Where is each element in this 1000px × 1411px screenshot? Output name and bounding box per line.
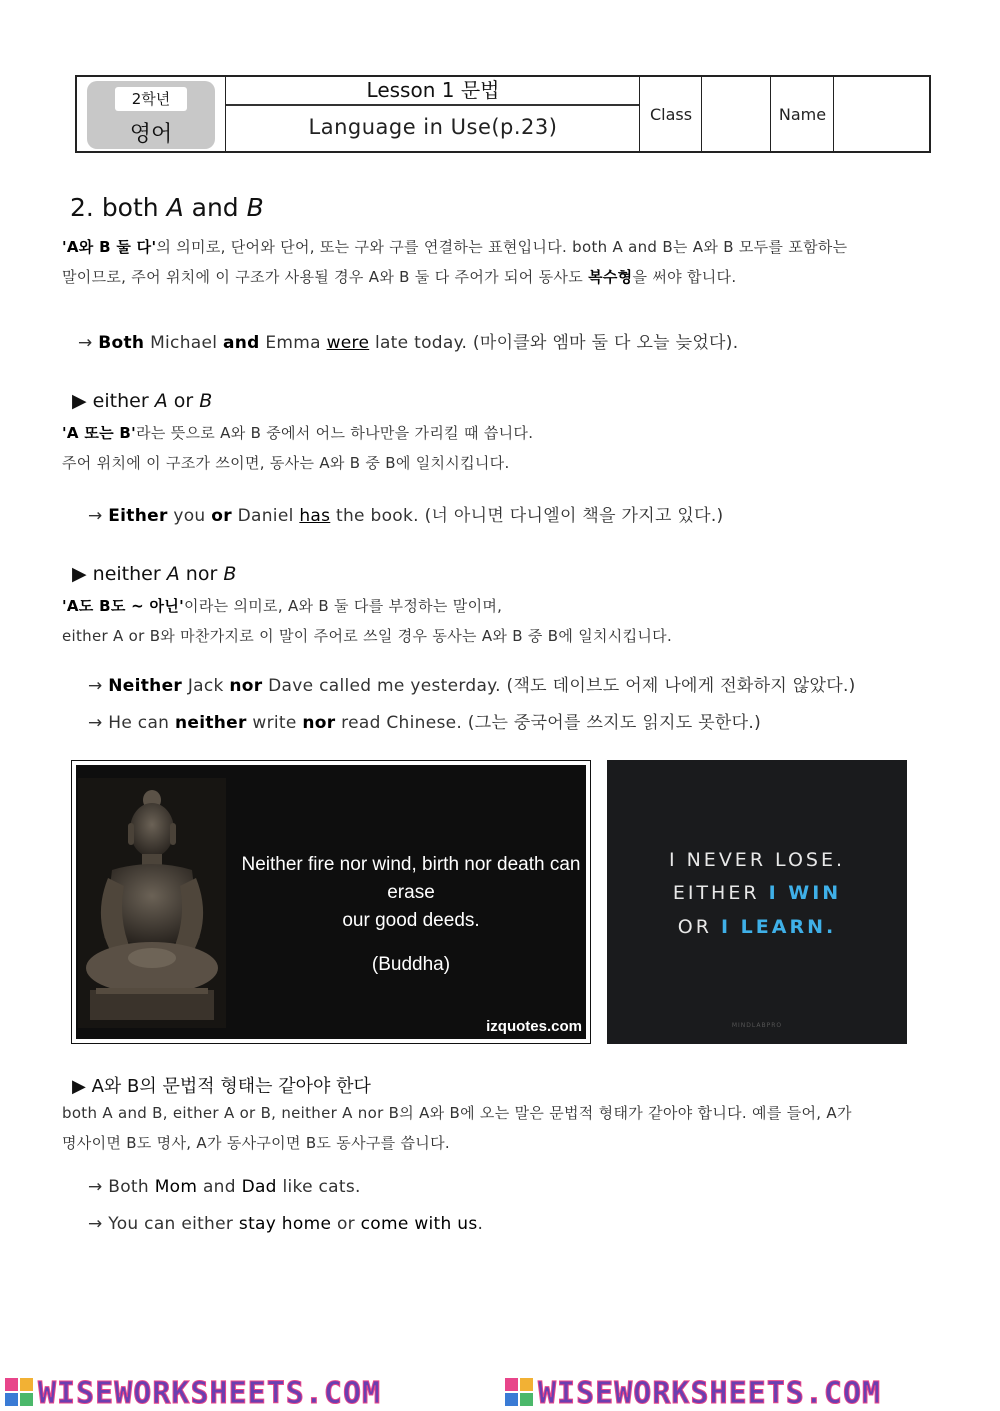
subject-label: 영어 (129, 122, 173, 147)
site-wordmark: WISEWORKSHEETS.COM (38, 1376, 382, 1411)
neon-line (607, 916, 907, 938)
example-word: Both (98, 333, 145, 353)
triangle-bullet-icon: ▶ (72, 390, 87, 412)
quote-text (226, 851, 596, 979)
example-word: you (173, 506, 206, 526)
title-word: nor (185, 563, 218, 585)
arrow-icon: → (88, 676, 103, 696)
underlined-verb: were (326, 333, 370, 353)
class-label: Class (649, 105, 693, 124)
example-word: Michael (150, 333, 218, 353)
example-word: Mom (154, 1177, 198, 1197)
example-text: . (477, 1214, 484, 1234)
neon-text: EITHER (672, 882, 769, 904)
section-neither-paragraph (62, 591, 942, 651)
example-word: He can (108, 713, 170, 733)
example-text: read Chinese. (그는 중국어를 쓰지도 읽지도 못한다.) (341, 713, 761, 733)
quote-line: Neither fire nor wind, birth nor death can erase (241, 854, 581, 903)
example-word: Either (108, 506, 168, 526)
paragraph-text: 을 써야 합니다. (632, 268, 737, 286)
title-a: A (166, 193, 184, 222)
paragraph-text: 말이므로, 주어 위치에 이 구조가 사용될 경우 A와 B 둘 다 주어가 되어 동사도 (62, 268, 589, 286)
arrow-icon: → (88, 506, 103, 526)
class-label-cell (639, 77, 702, 151)
triangle-bullet-icon: ▶ (72, 1076, 86, 1097)
title-b: B (223, 563, 237, 585)
title-b: B (199, 390, 213, 412)
bold-phrase: 'A도 B도 ~ 아닌' (62, 597, 185, 615)
site-wordmark: WISEWORKSHEETS.COM (538, 1376, 882, 1411)
example-word: come with us (360, 1214, 478, 1234)
example-word: Emma (265, 333, 321, 353)
example-parallel-1 (88, 1177, 361, 1197)
example-text: late today. (마이클와 엠마 둘 다 오늘 늦었다). (374, 333, 739, 353)
example-word: neither (174, 713, 247, 733)
section-both-paragraph (62, 232, 942, 292)
watermark-site: izquotes.com (486, 1018, 582, 1035)
example-word: or (336, 1214, 355, 1234)
neon-highlight: I WIN (768, 882, 842, 904)
name-input-cell[interactable] (833, 77, 931, 151)
lesson-subtitle: Language in Use(p.23) (308, 115, 558, 139)
paragraph-line: 명사이면 B도 명사, A가 동사구이면 B도 동사구를 씁니다. (62, 1134, 450, 1152)
logo-icon (505, 1378, 533, 1406)
title-word: or (173, 390, 194, 412)
paragraph-text: 의 의미로, 단어와 단어, 또는 구와 구를 연결하는 표현입니다. both A and B는 A와 B 모두를 포함하는 (156, 238, 848, 256)
title-b: B (246, 193, 264, 222)
paragraph-line: 주어 위치에 이 구조가 쓰이면, 동사는 A와 B 중 B에 일치시킵니다. (62, 454, 510, 472)
example-word: Neither (108, 676, 183, 696)
class-input-cell[interactable] (701, 77, 771, 151)
bold-phrase: 'A와 B 둘 다' (62, 238, 157, 256)
example-neither-2 (88, 708, 761, 733)
lesson-cell (225, 77, 640, 151)
paragraph-line: either A or B와 마찬가지로 이 말이 주어로 쓰일 경우 동사는 A와 B 중 B에 일치시킵니다. (62, 627, 673, 645)
footer-watermark (0, 1374, 1000, 1411)
example-word: You can either (108, 1214, 234, 1234)
example-text: Dave called me yesterday. (잭도 데이브도 어제 나에게 전화하지 않았다.) (268, 676, 856, 696)
example-word: nor (302, 713, 336, 733)
bold-phrase: 'A 또는 B' (62, 424, 137, 442)
quote-line: our good deeds. (342, 910, 480, 931)
arrow-icon: → (88, 1214, 103, 1234)
paragraph-text: 라는 뜻으로 A와 B 중에서 어느 하나만을 가리킬 때 씁니다. (136, 424, 534, 442)
title-word: both (101, 193, 159, 222)
grade-label: 2학년 (115, 87, 187, 111)
logo-icon (5, 1378, 33, 1406)
paragraph-line (62, 262, 942, 292)
neon-line (607, 882, 907, 904)
example-both (78, 328, 738, 353)
section-both-title (70, 193, 264, 222)
example-word: and (223, 333, 260, 353)
arrow-icon: → (88, 713, 103, 733)
title-word: neither (92, 563, 161, 585)
title-text: A와 B의 문법적 형태는 같아야 한다 (91, 1076, 371, 1097)
neon-highlight: I LEARN (720, 916, 826, 938)
example-either (88, 501, 723, 526)
name-label: Name (778, 105, 827, 124)
example-parallel-2 (88, 1214, 483, 1234)
grade-badge (87, 81, 215, 149)
paragraph-line (62, 418, 942, 448)
example-text: the book. (너 아니면 다니엘이 책을 가지고 있다.) (336, 506, 724, 526)
section-either-title (72, 390, 212, 412)
image-credit: MINDLABPRO (731, 1022, 783, 1029)
title-a: A (166, 563, 180, 585)
paragraph-line (62, 232, 942, 262)
neon-line: I NEVER LOSE. (668, 849, 846, 871)
section-parallel-title (72, 1072, 371, 1098)
title-number: 2. (70, 193, 94, 222)
title-a: A (154, 390, 168, 412)
arrow-icon: → (78, 333, 93, 353)
triangle-bullet-icon: ▶ (72, 563, 87, 585)
underlined-verb: has (299, 506, 331, 526)
header-table (75, 75, 931, 153)
section-either-paragraph (62, 418, 942, 478)
name-label-cell (770, 77, 834, 151)
section-neither-title (72, 563, 236, 585)
example-word: or (211, 506, 232, 526)
buddha-quote-image (71, 760, 591, 1044)
buddha-statue-image (78, 778, 226, 1028)
bold-phrase: 복수형 (588, 268, 633, 286)
example-word: write (252, 713, 297, 733)
paragraph-line: both A and B, either A or B, neither A nor B의 A와 B에 오는 말은 문법적 형태가 같아야 합니다. 예를 들어, A가 (62, 1104, 852, 1122)
neon-text: . (826, 916, 837, 938)
example-word: Daniel (237, 506, 294, 526)
title-word: either (92, 390, 149, 412)
example-word: nor (229, 676, 263, 696)
section-parallel-paragraph (62, 1098, 942, 1158)
example-neither-1 (88, 671, 856, 696)
example-word: and (202, 1177, 236, 1197)
example-word: Jack (187, 676, 224, 696)
never-lose-image (607, 760, 907, 1044)
grade-cell (77, 77, 226, 151)
example-text: like cats. (282, 1177, 361, 1197)
title-and: and (191, 193, 239, 222)
paragraph-line (62, 591, 942, 621)
paragraph-text: 이라는 의미로, A와 B 둘 다를 부정하는 말이며, (184, 597, 503, 615)
example-word: Both (108, 1177, 149, 1197)
quote-author: (Buddha) (371, 954, 451, 975)
example-word: stay home (238, 1214, 332, 1234)
arrow-icon: → (88, 1177, 103, 1197)
example-word: Dad (241, 1177, 277, 1197)
neon-text: OR (677, 916, 721, 938)
lesson-title: Lesson 1 문법 (226, 77, 640, 106)
